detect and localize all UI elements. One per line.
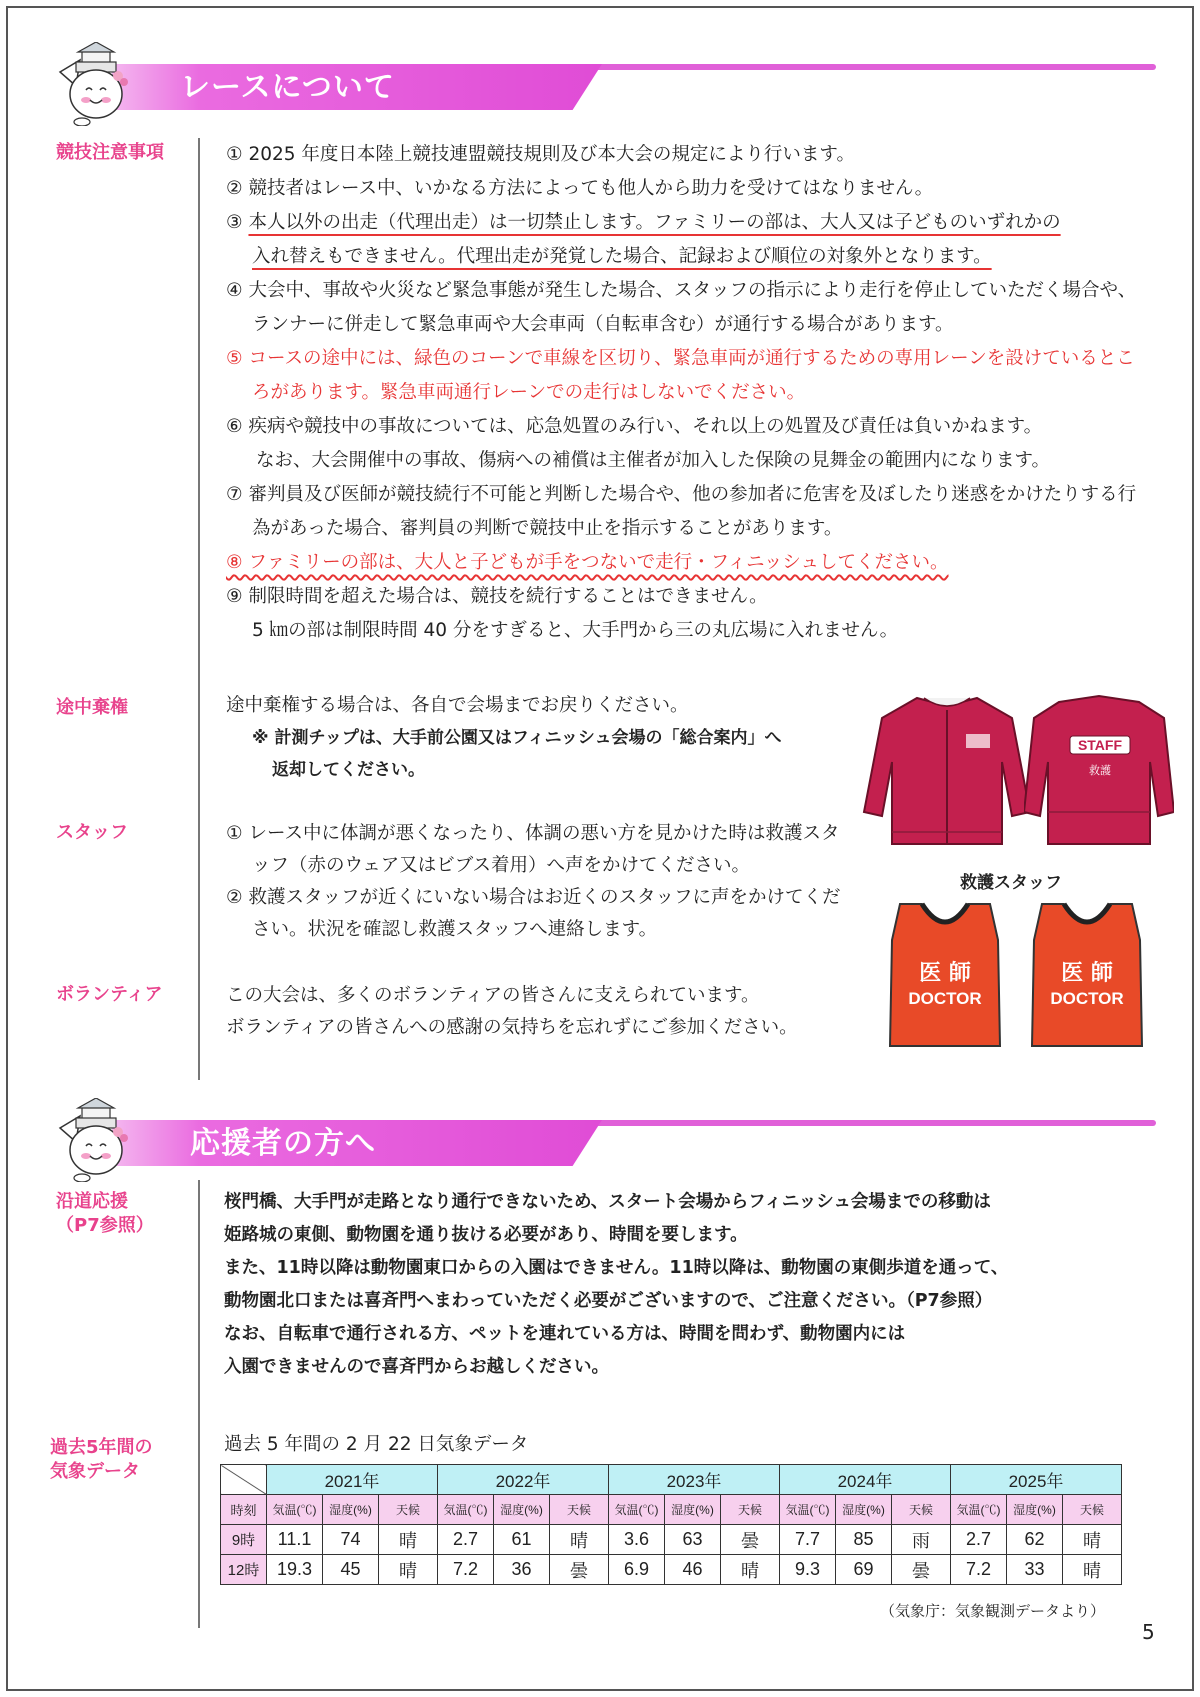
col-hum: 湿度(%) [494, 1495, 550, 1525]
jacket-sub-text: 救護 [1089, 764, 1111, 777]
cell: 晴 [379, 1525, 438, 1555]
vest-doctor-en: DOCTOR [908, 989, 982, 1008]
rule-9-sub: 5 ㎞の部は制限時間 40 分をすぎると、大手門から三の丸広場に入れません。 [252, 620, 899, 641]
rule-8 [226, 546, 1146, 580]
col-wx: 天候 [721, 1495, 780, 1525]
banner-line [572, 1120, 1156, 1126]
rule-6-line2: なお、大会開催中の事故、傷病への補償は主催者が加入した保険の見舞金の範囲内になります。 [256, 450, 1051, 471]
cell: 69 [836, 1555, 892, 1585]
row-time: 12時 [221, 1555, 267, 1585]
rule-6 [226, 410, 1146, 478]
cell: 45 [323, 1555, 379, 1585]
doctor-vest-2 [1028, 900, 1146, 1050]
row-time: 9時 [221, 1525, 267, 1555]
volunteer-block [226, 980, 886, 1044]
support-line3: また、11時以降は動物園東口からの入園はできません。11時以降は、動物園の東側歩道を通って、 [224, 1258, 1009, 1278]
label-weather-line2: 気象データ [50, 1461, 140, 1482]
col-hum: 湿度(%) [1007, 1495, 1063, 1525]
rule-8-text: ⑧ ファミリーの部は、大人と子どもが手をつないで走行・フィニッシュしてください。 [226, 552, 949, 573]
vest-doctor-kanji: 医 師 [919, 961, 971, 986]
withdraw-note-line2: 返却してください。 [272, 760, 425, 780]
banner-line [572, 64, 1156, 70]
withdraw-block [226, 690, 846, 786]
table-row [221, 1525, 1122, 1555]
rule-6-line1: ⑥ 疾病や競技中の事故については、応急処置のみ行い、それ以上の処置及び責任は負いかねます。 [226, 416, 1043, 437]
cell: 曇 [892, 1555, 951, 1585]
year-header: 2024年 [780, 1465, 951, 1495]
section-title: 応援者の方へ [190, 1126, 376, 1161]
mascot-icon [52, 1098, 136, 1182]
cell: 46 [665, 1555, 721, 1585]
cell: 2.7 [438, 1525, 494, 1555]
support-line2: 姫路城の東側、動物園を通り抜ける必要があり、時間を要します。 [224, 1225, 748, 1245]
label-weather [50, 1436, 153, 1484]
support-line6: 入園できませんので喜斉門からお越しください。 [224, 1357, 609, 1377]
col-wx: 天候 [1063, 1495, 1122, 1525]
rules-list [226, 138, 1146, 648]
support-line5: なお、自転車で通行される方、ペットを連れている方は、時間を問わず、動物園内には [224, 1324, 906, 1344]
rule-7: ⑦ 審判員及び医師が競技続行不可能と判断した場合や、他の参加者に危害を及ぼしたり迷惑をかけたりする行為があった場合、審判員の判断で競技中止を指示することがあります。 [226, 484, 1137, 539]
label-support-line1: 沿道応援 [56, 1191, 128, 1212]
section-title: レースについて [180, 70, 395, 105]
cell: 7.2 [438, 1555, 494, 1585]
volunteer-line1: この大会は、多くのボランティアの皆さんに支えられています。 [226, 985, 760, 1006]
col-wx: 天候 [550, 1495, 609, 1525]
cell: 曇 [721, 1525, 780, 1555]
section-banner-race [52, 52, 1152, 122]
col-temp: 気温(℃) [780, 1495, 836, 1525]
cell: 62 [1007, 1525, 1063, 1555]
rule-4: ④ 大会中、事故や火災など緊急事態が発生した場合、スタッフの指示により走行を停止していただく場合や、ランナーに併走して緊急車両や大会車両（自転車含む）が通行する場合があります。 [226, 280, 1137, 335]
withdraw-text: 途中棄権する場合は、各自で会場までお戻りください。 [226, 695, 689, 716]
label-rules: 競技注意事項 [56, 142, 164, 163]
table-row [221, 1555, 1122, 1585]
weather-caption: 過去 5 年間の 2 月 22 日気象データ [224, 1434, 529, 1455]
label-volunteer: ボランティア [56, 984, 163, 1005]
staff-jacket-back [1024, 692, 1174, 852]
weather-source: （気象庁：気象観測データより） [880, 1602, 1106, 1620]
withdraw-note-line1: ※ 計測チップは、大手前公園又はフィニッシュ会場の「総合案内」へ [252, 728, 782, 748]
col-wx: 天候 [892, 1495, 951, 1525]
time-header: 時刻 [221, 1495, 267, 1525]
col-temp: 気温(℃) [438, 1495, 494, 1525]
page-number: 5 [1142, 1620, 1155, 1644]
rule-3-line1: 本人以外の出走（代理出走）は一切禁止します。ファミリーの部は、大人又は子どものいずれかの [248, 212, 1061, 233]
col-hum: 湿度(%) [836, 1495, 892, 1525]
section-banner-supporters [52, 1108, 1152, 1178]
cell: 曇 [550, 1555, 609, 1585]
cell: 6.9 [609, 1555, 665, 1585]
cell: 74 [323, 1525, 379, 1555]
weather-table [220, 1464, 1122, 1585]
cell: 63 [665, 1525, 721, 1555]
year-header: 2023年 [609, 1465, 780, 1495]
rule-3-line2: 入れ替えもできません。代理出走が発覚した場合、記録および順位の対象外となります。 [252, 246, 992, 267]
jacket-staff-text: STAFF [1077, 737, 1123, 753]
label-support-line2: （P7参照） [56, 1215, 154, 1236]
support-text [224, 1186, 1124, 1384]
label-withdraw: 途中棄権 [56, 697, 128, 718]
rule-5: ⑤ コースの途中には、緑色のコーンで車線を区切り、緊急車両が通行するための専用レーンを設けているところがあります。緊急車両通行レーンでの走行はしないでください。 [226, 348, 1135, 403]
cell: 33 [1007, 1555, 1063, 1585]
label-staff: スタッフ [56, 822, 128, 843]
cell: 3.6 [609, 1525, 665, 1555]
volunteer-line2: ボランティアの皆さんへの感謝の気持ちを忘れずにご参加ください。 [226, 1017, 798, 1038]
col-temp: 気温(℃) [951, 1495, 1007, 1525]
rule-1: ① 2025 年度日本陸上競技連盟競技規則及び本大会の規定により行います。 [226, 144, 855, 165]
cell: 85 [836, 1525, 892, 1555]
table-corner [221, 1465, 267, 1495]
photo-caption: 救護スタッフ [960, 873, 1062, 893]
cell: 晴 [379, 1555, 438, 1585]
staff-block [226, 818, 856, 946]
col-hum: 湿度(%) [665, 1495, 721, 1525]
rule-3-number: ③ [226, 212, 249, 233]
cell: 19.3 [267, 1555, 323, 1585]
col-hum: 湿度(%) [323, 1495, 379, 1525]
label-weather-line1: 過去5年間の [50, 1437, 153, 1458]
rule-2: ② 競技者はレース中、いかなる方法によっても他人から助力を受けてはなりません。 [226, 178, 934, 199]
col-temp: 気温(℃) [609, 1495, 665, 1525]
doctor-vest-1 [886, 900, 1004, 1050]
section2-divider [198, 1180, 200, 1628]
rule-9: ⑨ 制限時間を超えた場合は、競技を続行することはできません。 [226, 586, 768, 607]
rule-3 [226, 206, 1146, 274]
cell: 11.1 [267, 1525, 323, 1555]
label-support [56, 1190, 154, 1238]
cell: 61 [494, 1525, 550, 1555]
col-temp: 気温(℃) [267, 1495, 323, 1525]
col-wx: 天候 [379, 1495, 438, 1525]
cell: 36 [494, 1555, 550, 1585]
vest-doctor-en: DOCTOR [1050, 989, 1124, 1008]
mascot-icon [52, 42, 136, 126]
vest-doctor-kanji: 医 師 [1061, 961, 1113, 986]
cell: 晴 [1063, 1525, 1122, 1555]
support-line4: 動物園北口または喜斉門へまわっていただく必要がございますので、ご注意ください。（P7参照） [224, 1291, 993, 1311]
year-header: 2021年 [267, 1465, 438, 1495]
cell: 晴 [721, 1555, 780, 1585]
support-line1: 桜門橋、大手門が走路となり通行できないため、スタート会場からフィニッシュ会場までの移動は [224, 1192, 991, 1212]
cell: 7.7 [780, 1525, 836, 1555]
cell: 晴 [550, 1525, 609, 1555]
section1-divider [198, 138, 200, 1080]
year-header: 2025年 [951, 1465, 1122, 1495]
staff-jacket-front [862, 692, 1032, 852]
cell: 2.7 [951, 1525, 1007, 1555]
cell: 雨 [892, 1525, 951, 1555]
cell: 7.2 [951, 1555, 1007, 1585]
year-header: 2022年 [438, 1465, 609, 1495]
cell: 9.3 [780, 1555, 836, 1585]
staff-item-1: ① レース中に体調が悪くなったり、体調の悪い方を見かけた時は救護スタッフ（赤のウェア又はビブス着用）へ声をかけてください。 [226, 823, 840, 876]
staff-item-2: ② 救護スタッフが近くにいない場合はお近くのスタッフに声をかけてください。状況を確認し救護スタッフへ連絡します。 [226, 887, 841, 940]
cell: 晴 [1063, 1555, 1122, 1585]
